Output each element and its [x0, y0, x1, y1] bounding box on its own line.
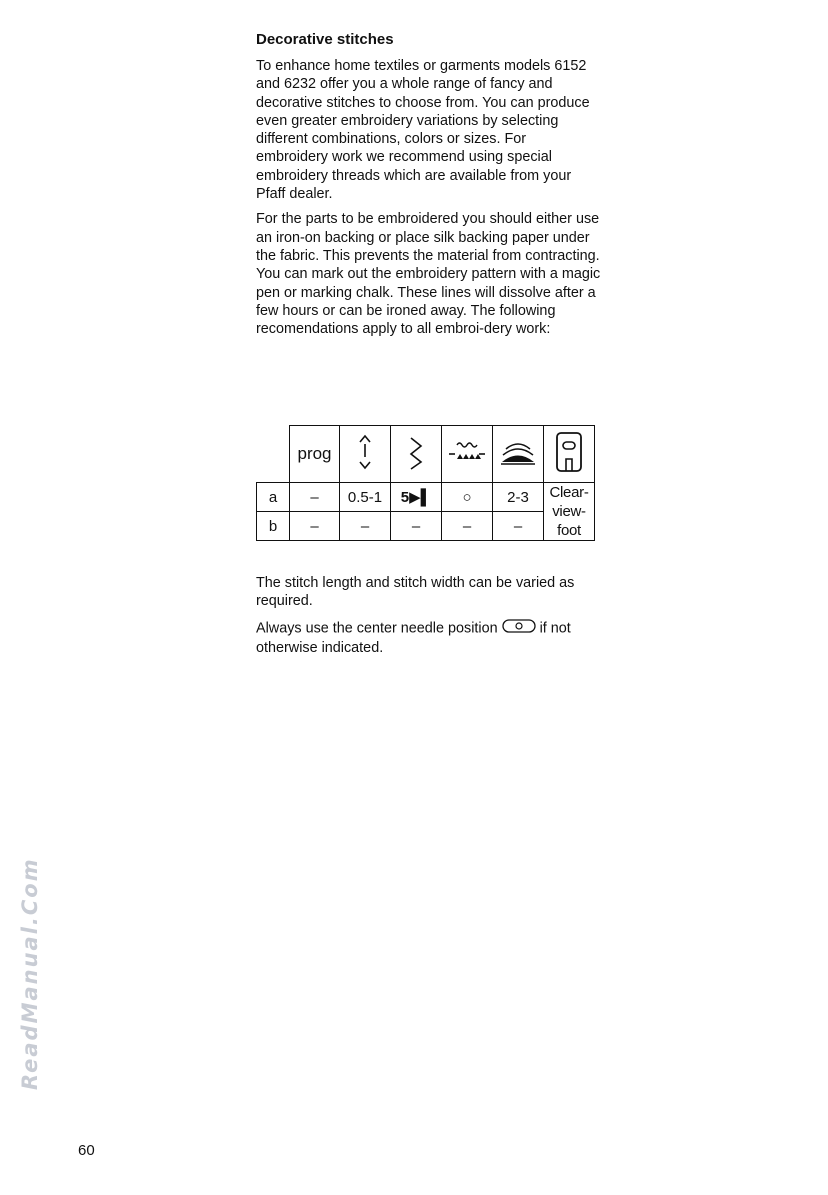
- presser-foot-value: [544, 483, 595, 541]
- stitch-length-value: –: [340, 512, 391, 541]
- presser-foot-pressure-icon: [498, 435, 538, 469]
- row-label: a: [257, 483, 290, 512]
- stitch-adjust-paragraph: The stitch length and stitch width can be varied as required.: [256, 575, 575, 610]
- thread-tension-value: –: [442, 512, 493, 541]
- presser-foot-icon: [554, 430, 584, 474]
- presser-foot-line-1: Clear-: [549, 484, 589, 501]
- table-header-row: [257, 426, 595, 483]
- text-column: [256, 30, 601, 345]
- prog-value: –: [290, 512, 340, 541]
- stitch-length-header: [340, 426, 391, 483]
- needle-position-paragraph: [256, 618, 601, 658]
- foot-pressure-value: 2-3: [493, 483, 544, 512]
- foot-pressure-header: [493, 426, 544, 483]
- prog-header: prog: [290, 426, 340, 483]
- needle-position-text-before: Always use the center needle position: [256, 620, 498, 637]
- section-heading: Decorative stitches: [256, 31, 394, 48]
- presser-foot-line-2: view-: [552, 503, 586, 520]
- backing-paragraph: For the parts to be embroidered you should either use an iron-on backing or place silk backing paper under the fabric. This prevents the material from contracting. You can mark out the embroidery pattern with a magic pen or marking chalk. These lines will dissolve after a few hours or can be ironed away. The following recomendations apply to all embroi-dery work:: [256, 211, 601, 338]
- page-number: 60: [78, 1142, 95, 1159]
- blank-corner-cell: [257, 426, 290, 483]
- notes-column: [256, 574, 601, 664]
- settings-table: [256, 425, 595, 541]
- needle-position-text-after: if not otherwise indicated.: [256, 620, 571, 656]
- stitch-width-icon: [405, 432, 427, 472]
- table-row: [257, 483, 595, 512]
- prog-value: –: [290, 483, 340, 512]
- stitch-width-value: 5▶▌: [391, 483, 442, 512]
- stitch-length-icon: [355, 432, 375, 472]
- presser-foot-header: [544, 426, 595, 483]
- thread-tension-value: ○: [442, 483, 493, 512]
- center-needle-position-icon: [502, 618, 536, 639]
- thread-tension-header: [442, 426, 493, 483]
- thread-tension-icon: [447, 437, 487, 467]
- presser-foot-line-3: foot: [557, 522, 581, 539]
- stitch-width-header: [391, 426, 442, 483]
- foot-pressure-value: –: [493, 512, 544, 541]
- stitch-width-value: –: [391, 512, 442, 541]
- row-label: b: [257, 512, 290, 541]
- stitch-length-value: 0.5-1: [340, 483, 391, 512]
- watermark: ReadManual.Com: [18, 857, 42, 1090]
- intro-paragraph: To enhance home textiles or garments models 6152 and 6232 offer you a whole range of fancy and decorative stitches to choose from. You can produce even greater embroidery variations by selecting different combinations, colors or sizes. For embroidery work we recommend using special embroidery threads which are available from your Pfaff dealer.: [256, 58, 590, 203]
